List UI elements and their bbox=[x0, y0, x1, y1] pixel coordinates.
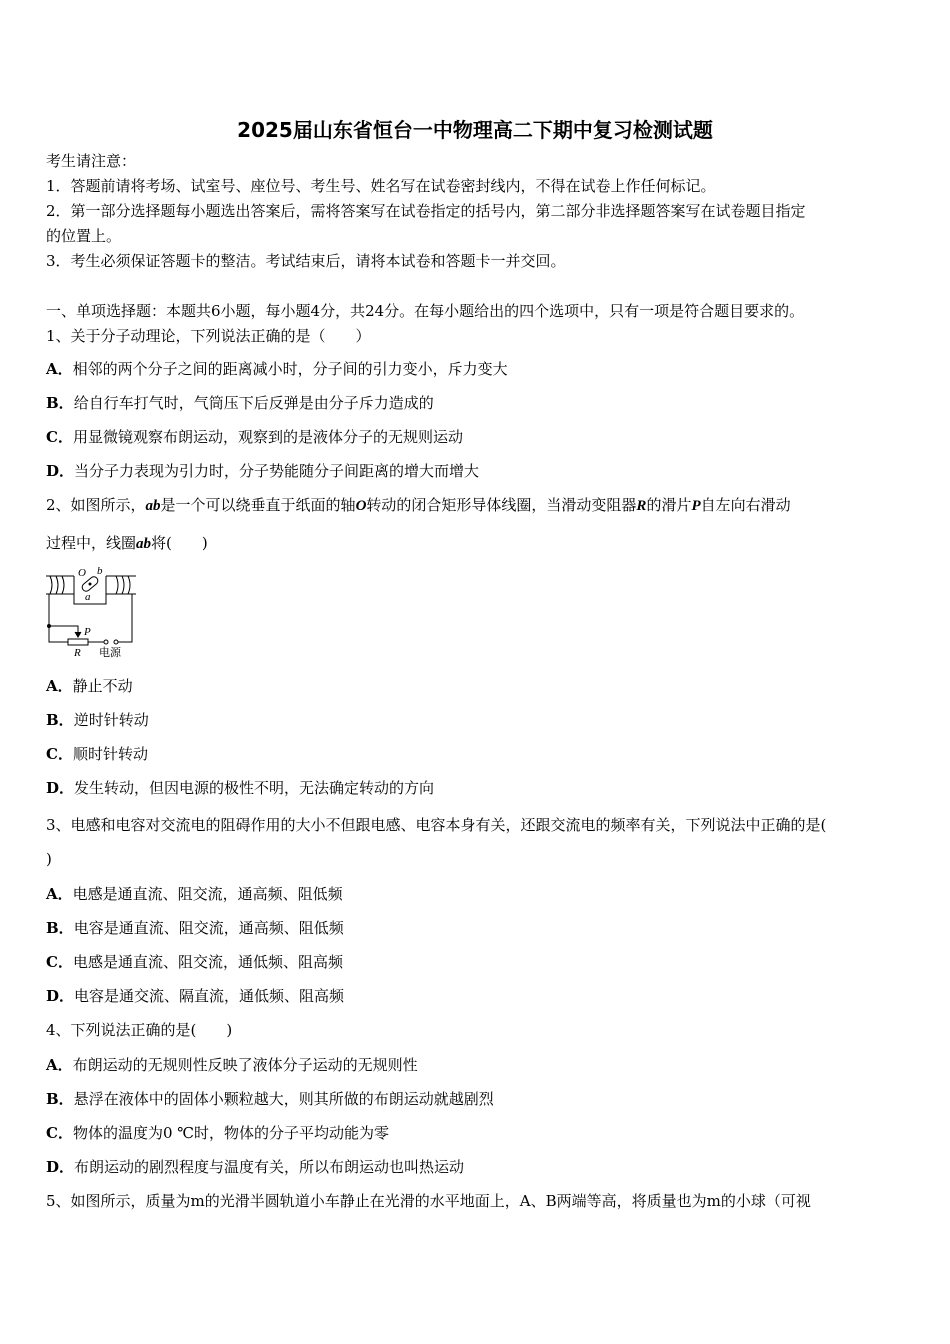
option-label: D． bbox=[46, 987, 75, 1005]
left-coil bbox=[50, 576, 64, 594]
q4-option-d bbox=[46, 1157, 464, 1177]
q2-option-a bbox=[46, 676, 133, 696]
option-text: 电容是通交流、隔直流，通低频、阻高频 bbox=[74, 987, 345, 1005]
option-text: 顺时针转动 bbox=[72, 745, 148, 763]
option-text: 布朗运动的无规则性反映了液体分子运动的无规则性 bbox=[72, 1056, 418, 1074]
option-text: 当分子力表现为引力时，分子势能随分子间距离的增大而增大 bbox=[74, 462, 480, 480]
label-a: a bbox=[85, 591, 91, 603]
q2-option-c bbox=[46, 744, 148, 764]
stem-text: 过程中，线圈 bbox=[46, 534, 137, 552]
q1-option-d bbox=[46, 461, 479, 481]
option-label: C． bbox=[46, 745, 73, 763]
stem-text: 转动的闭合矩形导体线圈，当滑动变阻器 bbox=[366, 496, 637, 514]
option-text: 物体的温度为0 ℃时，物体的分子平均动能为零 bbox=[72, 1124, 390, 1142]
notice-item: 2．第一部分选择题每小题选出答案后，需将答案写在试卷指定的括号内，第二部分非选择题答案写在试卷题目指定 bbox=[46, 202, 806, 220]
q3-option-b bbox=[46, 918, 344, 938]
question-5-stem: 5、如图所示，质量为m的光滑半圆轨道小车静止在光滑的水平地面上，A、B两端等高，将质量也为m的小球（可视 bbox=[46, 1192, 811, 1210]
var-o: O bbox=[355, 498, 367, 514]
right-coil bbox=[116, 576, 130, 594]
option-label: B． bbox=[46, 711, 74, 729]
option-text: 悬浮在液体中的固体小颗粒越大，则其所做的布朗运动就越剧烈 bbox=[73, 1090, 494, 1108]
q3-option-a bbox=[46, 884, 343, 904]
option-text: 用显微镜观察布朗运动，观察到的是液体分子的无规则运动 bbox=[72, 428, 463, 446]
option-text: 发生转动，但因电源的极性不明，无法确定转动的方向 bbox=[74, 779, 435, 797]
option-label: A． bbox=[46, 360, 73, 378]
option-text: 静止不动 bbox=[72, 677, 133, 695]
var-ab: ab bbox=[145, 498, 161, 514]
section-heading: 一、单项选择题：本题共6小题，每小题4分，共24分。在每小题给出的四个选项中，只有一项是符合题目要求的。 bbox=[46, 302, 805, 320]
question-1-stem: 1、关于分子动理论，下列说法正确的是（ ） bbox=[46, 327, 371, 345]
option-label: D． bbox=[46, 779, 75, 797]
stem-text: 自左向右滑动 bbox=[700, 496, 791, 514]
option-label: A． bbox=[46, 677, 73, 695]
q1-option-b bbox=[46, 393, 434, 413]
q4-option-b bbox=[46, 1089, 494, 1109]
option-text: 电感是通直流、阻交流，通高频、阻低频 bbox=[72, 885, 343, 903]
notice-heading: 考生请注意： bbox=[46, 152, 137, 170]
option-label: B． bbox=[46, 1090, 74, 1108]
question-3-stem-cont: ) bbox=[46, 850, 52, 868]
label-source: 电源 bbox=[99, 647, 121, 658]
stem-text: 将( ) bbox=[151, 534, 208, 552]
option-label: D． bbox=[46, 1158, 75, 1176]
q1-option-a bbox=[46, 359, 508, 379]
option-text: 电容是通直流、阻交流，通高频、阻低频 bbox=[73, 919, 344, 937]
q3-option-c bbox=[46, 952, 343, 972]
notice-item: 1．答题前请将考场、试室号、座位号、考生号、姓名写在试卷密封线内，不得在试卷上作任何标记。 bbox=[46, 177, 716, 195]
option-label: C． bbox=[46, 953, 73, 971]
var-p: P bbox=[691, 498, 701, 514]
q2-option-d bbox=[46, 778, 434, 798]
var-r: R bbox=[636, 498, 647, 514]
label-r: R bbox=[74, 647, 81, 658]
option-label: D． bbox=[46, 462, 75, 480]
option-label: C． bbox=[46, 1124, 73, 1142]
circuit-diagram bbox=[44, 562, 144, 658]
option-text: 逆时针转动 bbox=[73, 711, 149, 729]
q3-option-d bbox=[46, 986, 344, 1006]
option-label: B． bbox=[46, 919, 74, 937]
q4-option-a bbox=[46, 1055, 418, 1075]
q4-option-c bbox=[46, 1123, 389, 1143]
option-text: 给自行车打气时，气筒压下后反弹是由分子斥力造成的 bbox=[73, 394, 434, 412]
label-b: b bbox=[97, 565, 103, 577]
question-2-stem bbox=[46, 495, 791, 516]
question-2-stem-cont bbox=[46, 533, 208, 554]
option-text: 布朗运动的剧烈程度与温度有关，所以布朗运动也叫热运动 bbox=[74, 1158, 465, 1176]
var-ab: ab bbox=[136, 536, 152, 552]
page-title: 2025届山东省恒台一中物理高二下期中复习检测试题 bbox=[237, 118, 713, 142]
label-p: P bbox=[84, 626, 91, 638]
stem-text: 2、如图所示， bbox=[46, 496, 146, 514]
q2-option-b bbox=[46, 710, 149, 730]
label-o: O bbox=[78, 567, 86, 579]
question-3-stem: 3、电感和电容对交流电的阻碍作用的大小不但跟电感、电容本身有关，还跟交流电的频率有关，下列说法中正确的是( bbox=[46, 816, 827, 834]
question-4-stem: 4、下列说法正确的是( ) bbox=[46, 1021, 233, 1039]
stem-text: 的滑片 bbox=[646, 496, 692, 514]
option-label: C． bbox=[46, 428, 73, 446]
stem-text: 是一个可以绕垂直于纸面的轴 bbox=[160, 496, 356, 514]
option-text: 电感是通直流、阻交流，通低频、阻高频 bbox=[72, 953, 343, 971]
notice-item: 的位置上。 bbox=[46, 227, 122, 245]
option-text: 相邻的两个分子之间的距离减小时，分子间的引力变小，斥力变大 bbox=[72, 360, 508, 378]
notice-item: 3．考生必须保证答题卡的整洁。考试结束后，请将本试卷和答题卡一并交回。 bbox=[46, 252, 566, 270]
q1-option-c bbox=[46, 427, 463, 447]
option-label: A． bbox=[46, 1056, 73, 1074]
option-label: A． bbox=[46, 885, 73, 903]
option-label: B． bbox=[46, 394, 74, 412]
